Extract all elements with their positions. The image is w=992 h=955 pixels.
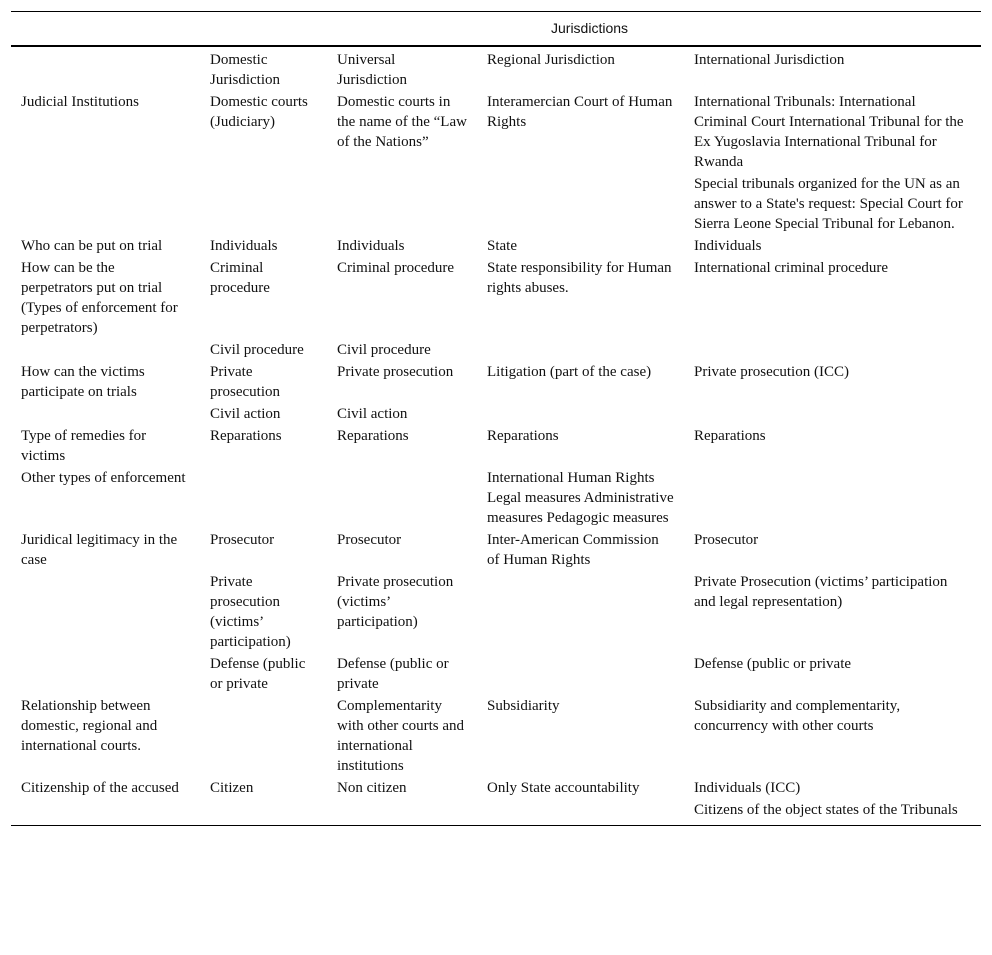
table-cell: Individuals (337, 238, 405, 254)
table-row (11, 91, 981, 173)
table-cell (477, 173, 684, 235)
table-cell: Civil action (210, 406, 281, 422)
table-cell: Inter-American Commission of Human Rights (487, 532, 659, 568)
table-cell: Individuals (ICC) (694, 780, 801, 796)
table-row (11, 529, 981, 571)
table-body (11, 46, 981, 826)
table-row (11, 339, 981, 361)
group-header-row (11, 12, 981, 47)
table-row (11, 403, 981, 425)
table-cell: Citizen (210, 780, 254, 796)
table-cell: Reparations (487, 428, 559, 444)
table-row (11, 257, 981, 339)
table-cell: State (487, 238, 517, 254)
table-cell: Private Prosecution (victims’ participation and legal representation) (694, 574, 948, 610)
table-cell: Defense (public or private (694, 656, 852, 672)
table-row (11, 695, 981, 777)
table-cell: How can be the perpetrators put on trial (Types of enforcement for perpetrators) (21, 260, 178, 336)
table-cell: Private prosecution (ICC) (694, 364, 849, 380)
table-cell: International criminal procedure (694, 260, 889, 276)
table-cell: Criminal procedure (337, 260, 455, 276)
table-cell (684, 467, 981, 529)
table-cell (327, 467, 477, 529)
table-cell: Subsidiarity (487, 698, 560, 714)
jurisdictions-header (11, 12, 981, 47)
table-cell: Citizenship of the accused (21, 780, 179, 796)
table-cell (327, 173, 477, 235)
table-cell: International Human Rights Legal measures Administrative measures Pedagogic measures (487, 470, 674, 526)
table-cell: Individuals (694, 238, 762, 254)
table-cell: Private prosecution (337, 364, 454, 380)
table-cell (684, 403, 981, 425)
table-cell (11, 571, 200, 653)
table-cell (477, 571, 684, 653)
table-cell: Complementarity with other courts and international institutions (337, 698, 465, 774)
table-cell: Who can be put on trial (21, 238, 163, 254)
table-cell (200, 695, 327, 777)
table-cell: Interamercian Court of Human Rights (487, 94, 673, 130)
table-row (11, 361, 981, 403)
table-row (11, 653, 981, 695)
table-cell: Reparations (210, 428, 282, 444)
table-row (11, 467, 981, 529)
table-row (11, 235, 981, 257)
table-cell (200, 173, 327, 235)
table-cell: Juridical legitimacy in the case (21, 532, 178, 568)
table-cell (200, 799, 327, 826)
table-cell: International Tribunals: International Criminal Court International Tribunal for the Ex Yugoslavia International Tribunal for Rwanda (694, 94, 964, 170)
column-header-cell (11, 46, 200, 91)
table-cell: Private prosecution (210, 364, 280, 400)
table-cell (477, 653, 684, 695)
table-cell: Defense (public or private (210, 656, 306, 692)
column-header-cell: Domestic Jurisdiction (210, 52, 280, 88)
table-cell: Prosecutor (210, 532, 275, 548)
jurisdictions-table-container (11, 11, 981, 826)
table-row (11, 777, 981, 799)
table-cell: Criminal procedure (210, 260, 270, 296)
table-cell: Citizens of the object states of the Tribunals (684, 799, 981, 826)
table-cell (477, 799, 684, 826)
table-row (11, 173, 981, 235)
table-cell (11, 403, 200, 425)
table-row (11, 799, 981, 826)
table-cell: Prosecutor (337, 532, 402, 548)
jurisdictions-header-label: Jurisdictions (551, 20, 629, 36)
table-cell: Prosecutor (694, 532, 759, 548)
table-cell: Civil action (337, 406, 408, 422)
table-cell (477, 339, 684, 361)
table-cell: Reparations (337, 428, 409, 444)
table-cell (11, 653, 200, 695)
table-cell: Subsidiarity and complementarity, concurrency with other courts (694, 698, 901, 734)
table-cell: Judicial Institutions (21, 94, 139, 110)
table-cell: Other types of enforcement (21, 470, 186, 486)
table-cell: Domestic courts in the name of the “Law of the Nations” (337, 94, 467, 150)
table-cell: Individuals (210, 238, 278, 254)
table-cell: Domestic courts (Judiciary) (210, 94, 308, 130)
column-header-cell: International Jurisdiction (694, 52, 845, 68)
column-header-cell: Regional Jurisdiction (487, 52, 615, 68)
table-cell (200, 467, 327, 529)
table-cell: Litigation (part of the case) (487, 364, 652, 380)
table-cell: Special tribunals organized for the UN as an answer to a State's request: Special Court for Sierra Leone Special Tribunal for Lebanon. (694, 176, 963, 232)
table-cell: Relationship between domestic, regional and international courts. (21, 698, 158, 754)
table-cell: Only State accountability (487, 780, 640, 796)
table-cell: How can the victims participate on trials (21, 364, 145, 400)
table-cell (477, 403, 684, 425)
table-cell (11, 173, 200, 235)
table-cell: State responsibility for Human rights abuses. (487, 260, 672, 296)
table-row (11, 425, 981, 467)
table-row (11, 571, 981, 653)
table-cell (11, 799, 200, 826)
table-cell: Private prosecution (victims’ participation) (210, 574, 291, 650)
table-cell: Civil procedure (210, 342, 304, 358)
table-cell: Reparations (694, 428, 766, 444)
table-cell (327, 799, 477, 826)
column-header-row (11, 46, 981, 91)
table-cell: Type of remedies for victims (21, 428, 147, 464)
table-cell (684, 339, 981, 361)
column-header-cell: Universal Jurisdiction (337, 52, 407, 88)
table-cell: Civil procedure (337, 342, 431, 358)
table-cell (11, 339, 200, 361)
jurisdictions-table (11, 11, 981, 826)
table-cell: Defense (public or private (337, 656, 449, 692)
table-cell: Non citizen (337, 780, 407, 796)
table-cell: Private prosecution (victims’ participation) (337, 574, 454, 630)
